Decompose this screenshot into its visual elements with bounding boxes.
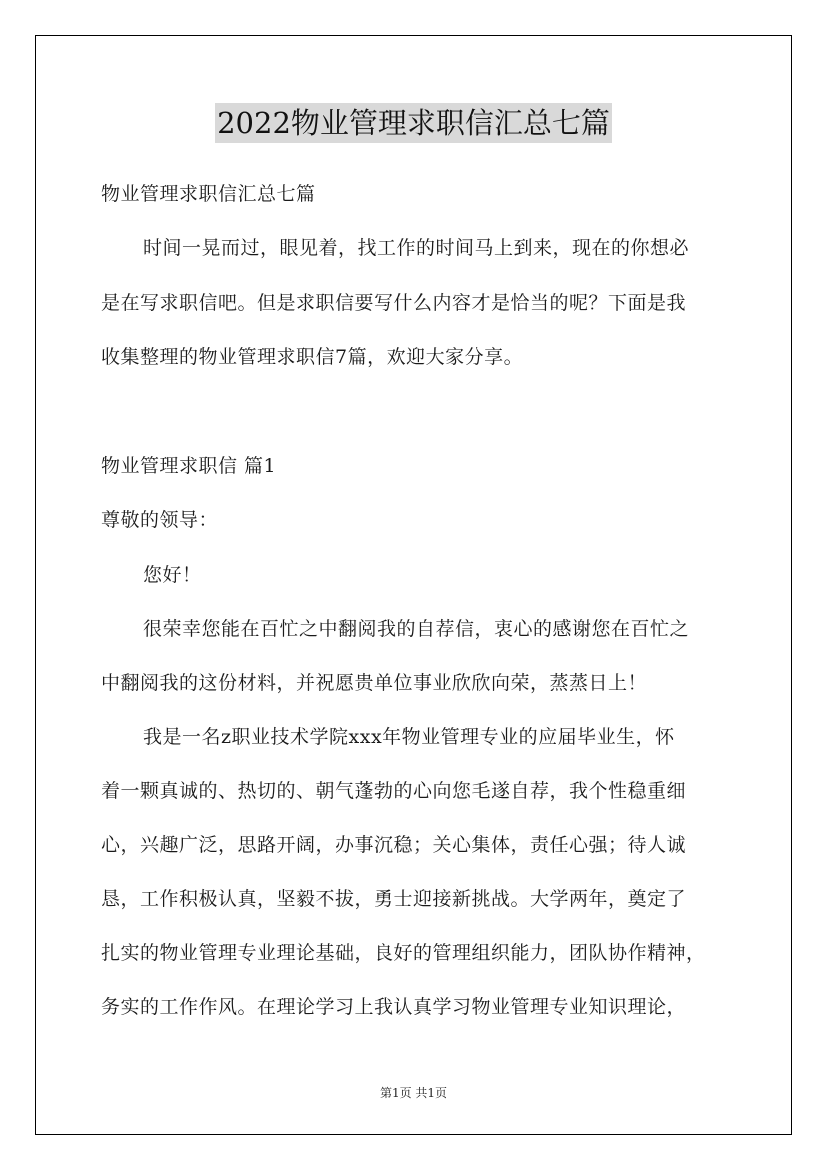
greeting: 您好！ — [143, 564, 202, 586]
paragraph-line: 恳，工作积极认真，坚毅不拔，勇士迎接新挑战。大学两年，奠定了 — [101, 888, 687, 910]
paragraph-line: 着一颗真诚的、热切的、朝气蓬勃的心向您毛遂自荐，我个性稳重细 — [101, 780, 687, 802]
document-title: 2022物业管理求职信汇总七篇 — [215, 103, 612, 143]
page-footer: 第1页 共1页 — [379, 1086, 448, 1100]
paragraph-line: 扎实的物业管理专业理论基础，良好的管理组织能力，团队协作精神， — [101, 942, 706, 964]
paragraph-line: 我是一名z职业技术学院xxx年物业管理专业的应届毕业生，怀 — [143, 726, 675, 748]
salutation: 尊敬的领导： — [101, 509, 219, 531]
intro-line: 是在写求职信吧。但是求职信要写什么内容才是恰当的呢？下面是我 — [101, 292, 687, 314]
section-heading: 物业管理求职信 篇1 — [101, 455, 277, 477]
paragraph-line: 心，兴趣广泛，思路开阔，办事沉稳；关心集体，责任心强；待人诚 — [101, 834, 687, 856]
paragraph-line: 中翻阅我的这份材料，并祝愿贵单位事业欣欣向荣，蒸蒸日上！ — [101, 672, 648, 694]
document-subtitle: 物业管理求职信汇总七篇 — [101, 183, 316, 205]
intro-line: 收集整理的物业管理求职信7篇，欢迎大家分享。 — [101, 346, 524, 368]
paragraph-line: 很荣幸您能在百忙之中翻阅我的自荐信，衷心的感谢您在百忙之 — [143, 618, 690, 640]
title-container — [0, 103, 827, 143]
paragraph-line: 务实的工作作风。在理论学习上我认真学习物业管理专业知识理论， — [101, 996, 687, 1018]
intro-line: 时间一晃而过，眼见着，找工作的时间马上到来，现在的你想必 — [143, 237, 690, 259]
